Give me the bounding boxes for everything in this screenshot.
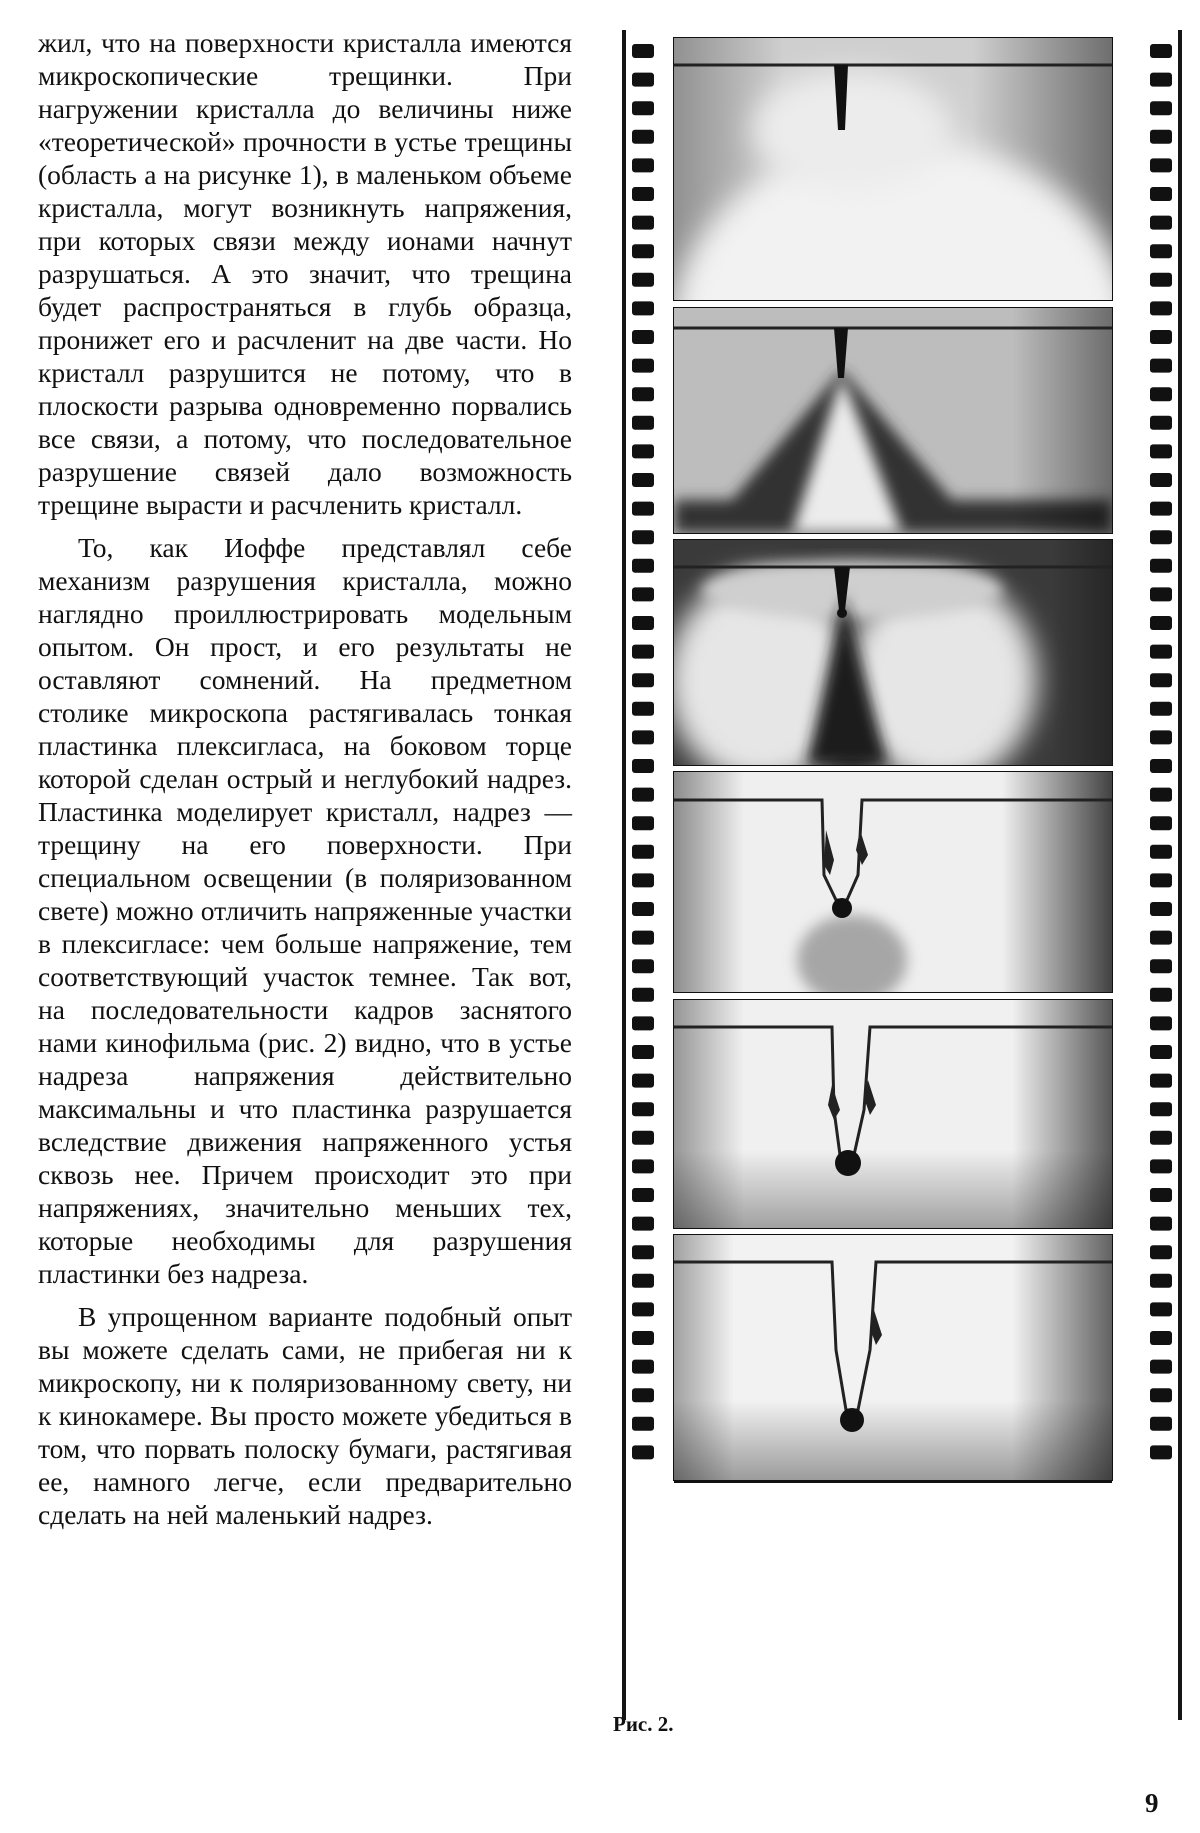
film-perforation	[1150, 988, 1172, 1002]
article-text	[38, 26, 572, 1531]
film-perforation	[1150, 1388, 1172, 1402]
film-perforation	[1150, 444, 1172, 458]
film-perforation	[632, 1217, 654, 1231]
film-perforation	[1150, 1074, 1172, 1088]
film-perforation	[632, 1159, 654, 1173]
film-perforation	[632, 559, 654, 573]
film-perforation	[632, 1388, 654, 1402]
film-perforation	[632, 502, 654, 516]
film-perforation	[632, 1360, 654, 1374]
film-perforation	[632, 931, 654, 945]
film-perforation	[1150, 730, 1172, 744]
film-perforation	[632, 216, 654, 230]
film-perforation	[1150, 788, 1172, 802]
film-perforation	[1150, 645, 1172, 659]
paragraph-3: В упрощенном варианте подобный опыт вы можете сделать сами, не прибегая ни к микроскопу, ни к поляризованному свету, ни к кинокамере. Вы просто можете убедиться в том, что порвать полоску бумаги, растягивая ее, намного легче, если предварительно сделать на ней маленький надрез.	[38, 1301, 572, 1530]
film-frame-4	[674, 772, 1112, 1005]
film-perforation	[1150, 559, 1172, 573]
film-perforation	[632, 530, 654, 544]
film-perforation	[1150, 931, 1172, 945]
film-perforation	[1150, 216, 1172, 230]
film-perforation	[632, 788, 654, 802]
film-perforation	[632, 416, 654, 430]
film-perforation	[1150, 73, 1172, 87]
film-perforation	[632, 1274, 654, 1288]
film-perforation	[1150, 244, 1172, 258]
film-perforation	[632, 1445, 654, 1459]
film-perforation	[1150, 130, 1172, 144]
film-perforation	[1150, 44, 1172, 58]
film-perforation	[1150, 1302, 1172, 1316]
film-perforation	[632, 387, 654, 401]
film-perforation	[1150, 1245, 1172, 1259]
film-perforation	[632, 158, 654, 172]
film-perforation	[1150, 330, 1172, 344]
film-perforation	[632, 845, 654, 859]
paragraph-2: То, как Иоффе представлял себе механизм разрушения кристалла, можно наглядно проиллюстрировать модельным опытом. Он прост, и его результаты не оставляют сомнений. На предметном столике микроскопа растягивалась тонкая пластинка плексигласа, на боковом торце которой сделан острый и неглубокий надрез. Пластинка моделирует кристалл, надрез — трещину на его поверхности. При специальном освещении (в поляризованном свете) можно отличить напряженные участки в плексигласе: чем больше напряжение, тем соответствующий участок темнее. Так вот, на последовательности кадров заснятого нами кинофильма (рис. 2) видно, что в устье надреза напряжения действительно максимальны и что пластинка разрушается вследствие движения напряженного устья сквозь нее. Причем происходит это при напряжениях, значительно меньших тех, которые необходимы для разрушения пластинки без надреза.	[38, 532, 572, 1289]
film-perforation	[1150, 1159, 1172, 1173]
film-perforation	[1150, 416, 1172, 430]
film-perforation	[632, 816, 654, 830]
film-perforation	[1150, 1274, 1172, 1288]
page-number: 9	[1145, 1788, 1159, 1818]
film-perforation	[632, 330, 654, 344]
film-frame-6	[674, 1235, 1112, 1480]
film-perforation	[1150, 845, 1172, 859]
film-perforation	[632, 959, 654, 973]
film-perforation	[632, 1417, 654, 1431]
film-perforation	[1150, 158, 1172, 172]
film-perforation	[1150, 1131, 1172, 1145]
film-perforation	[632, 759, 654, 773]
film-perforation	[1150, 1360, 1172, 1374]
film-perforation	[1150, 587, 1172, 601]
film-perforation	[632, 616, 654, 630]
film-frame-2	[674, 308, 1112, 533]
film-perforation	[632, 702, 654, 716]
film-strip	[612, 30, 1192, 1720]
film-perforation	[1150, 673, 1172, 687]
film-perforation	[1150, 187, 1172, 201]
film-perforation	[632, 730, 654, 744]
film-perforation	[632, 1302, 654, 1316]
film-perforation	[632, 902, 654, 916]
film-perforation	[632, 1331, 654, 1345]
film-perforation	[1150, 816, 1172, 830]
film-frame-3	[667, 540, 1112, 785]
film-perforation	[632, 1074, 654, 1088]
film-perforation	[632, 244, 654, 258]
film-perforation	[632, 1016, 654, 1030]
film-perforation	[632, 44, 654, 58]
film-perforation	[632, 1131, 654, 1145]
film-perforation	[1150, 873, 1172, 887]
film-perforation	[632, 1188, 654, 1202]
film-perforation	[632, 444, 654, 458]
film-perforation	[1150, 273, 1172, 287]
film-perforation	[632, 1102, 654, 1116]
film-perforation	[632, 1245, 654, 1259]
film-perforation	[1150, 959, 1172, 973]
film-perforation	[1150, 1188, 1172, 1202]
film-perforation	[1150, 1045, 1172, 1059]
film-perforation	[632, 359, 654, 373]
film-perforation	[1150, 1417, 1172, 1431]
film-perforation	[1150, 359, 1172, 373]
figure-caption: Рис. 2.	[613, 1712, 674, 1736]
film-perforation	[1150, 1217, 1172, 1231]
film-perforation	[632, 1045, 654, 1059]
film-perforation	[1150, 101, 1172, 115]
film-perforation	[1150, 759, 1172, 773]
film-perforation	[632, 273, 654, 287]
film-perforation	[1150, 616, 1172, 630]
film-perforation	[632, 473, 654, 487]
film-perforation	[632, 73, 654, 87]
paragraph-1: жил, что на поверхности кристалла имеются микроскопические трещинки. При нагружении кристалла до величины ниже «теоретической» прочности в устье трещины (область а на рисунке 1), в маленьком объеме кристалла, могут возникнуть напряжения, при которых связи между ионами начнут разрушаться. А это значит, что трещина будет распространяться в глубь образца, пронижет его и расчленит на две части. Но кристалл разрушится не потому, что в плоскости разрыва одновременно порвались все связи, а потому, что последовательное разрушение связей дало возможность трещине вырасти и расчленить кристалл.	[38, 27, 572, 520]
film-perforation	[632, 101, 654, 115]
film-perforation	[632, 645, 654, 659]
film-perforation	[1150, 1102, 1172, 1116]
film-perforation	[1150, 702, 1172, 716]
film-frame-5	[674, 1000, 1112, 1228]
film-perforation	[632, 587, 654, 601]
film-perforation	[632, 187, 654, 201]
film-perforation	[1150, 473, 1172, 487]
film-perforation	[632, 301, 654, 315]
film-perforation	[1150, 387, 1172, 401]
film-perforation	[1150, 902, 1172, 916]
film-perforation	[632, 130, 654, 144]
film-perforation	[1150, 1016, 1172, 1030]
film-perforation	[632, 988, 654, 1002]
film-perforation	[1150, 1445, 1172, 1459]
film-strip-figure	[612, 30, 1192, 1720]
film-perforation	[1150, 1331, 1172, 1345]
film-perforation	[632, 873, 654, 887]
film-perforation	[1150, 502, 1172, 516]
film-perforation	[632, 673, 654, 687]
film-perforation	[1150, 301, 1172, 315]
film-perforation	[1150, 530, 1172, 544]
